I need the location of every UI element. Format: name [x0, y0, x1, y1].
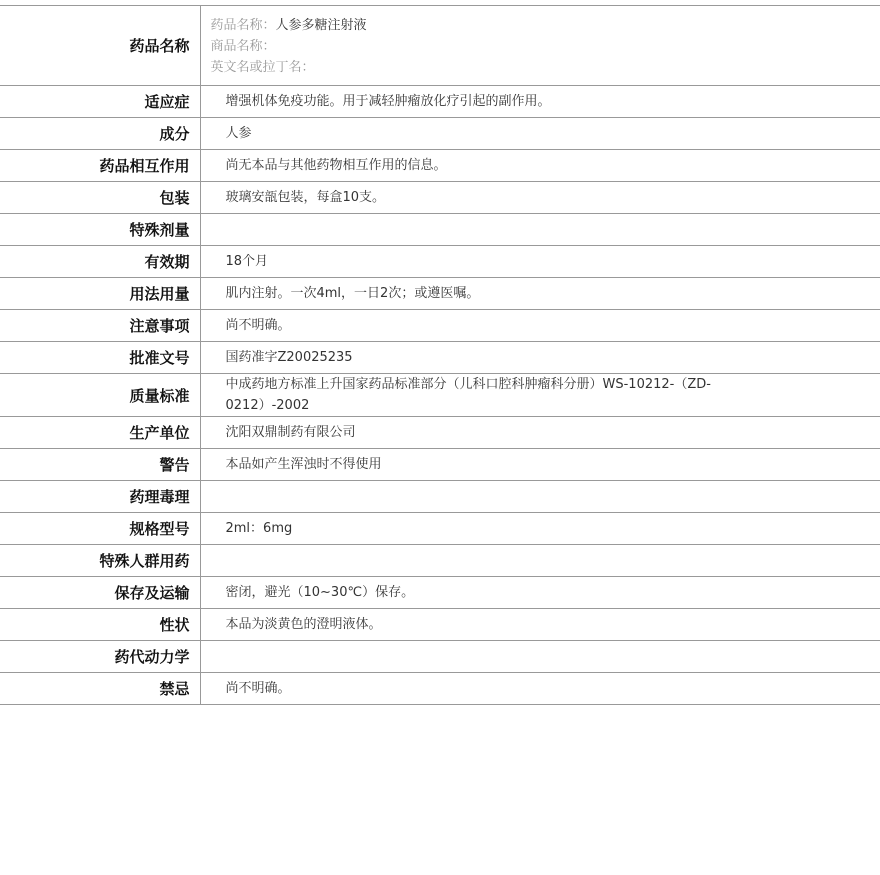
- row-value: [200, 449, 880, 481]
- row-label: 特殊人群用药: [0, 545, 200, 577]
- row-label: 性状: [0, 609, 200, 641]
- row-label: 用法用量: [0, 278, 200, 310]
- row-label: 成分: [0, 118, 200, 150]
- table-row: [0, 118, 880, 150]
- row-value: [200, 577, 880, 609]
- row-label: 药代动力学: [0, 641, 200, 673]
- row-value-text: 中成药地方标准上升国家药品标准部分（儿科口腔科肿瘤科分册）WS-10212-（ZD-0212）-2002: [225, 377, 711, 413]
- table-row: [0, 673, 880, 705]
- row-value-text: 2ml：6mg: [225, 521, 293, 536]
- row-value-text: 18个月: [225, 254, 269, 269]
- drug-name-key: 药品名称：: [210, 18, 276, 33]
- table-row: [0, 342, 880, 374]
- row-value: [200, 182, 880, 214]
- row-label: 警告: [0, 449, 200, 481]
- drug-name-value: 人参多糖注射液: [275, 18, 367, 33]
- drug-names-cell: [200, 6, 880, 86]
- table-row: [0, 150, 880, 182]
- table-row: [0, 182, 880, 214]
- table-row: [0, 609, 880, 641]
- table-row: [0, 481, 880, 513]
- row-value-text: 密闭，避光（10~30℃）保存。: [225, 585, 415, 600]
- table-row: [0, 86, 880, 118]
- row-label: 药理毒理: [0, 481, 200, 513]
- row-value: [200, 246, 880, 278]
- english-name-key: 英文名或拉丁名：: [210, 60, 315, 75]
- table-row: [0, 6, 880, 86]
- row-value-text: 本品如产生浑浊时不得使用: [225, 457, 382, 472]
- row-value: [200, 641, 880, 673]
- drug-info-table: [0, 5, 880, 705]
- row-value-text: 尚不明确。: [225, 318, 291, 333]
- table-row: [0, 374, 880, 417]
- row-value-text: 尚不明确。: [225, 681, 291, 696]
- table-row: [0, 577, 880, 609]
- row-value: [200, 118, 880, 150]
- row-value: [200, 609, 880, 641]
- row-value-text: 沈阳双鼎制药有限公司: [225, 425, 356, 440]
- row-value: [200, 342, 880, 374]
- row-label: 有效期: [0, 246, 200, 278]
- row-label: 规格型号: [0, 513, 200, 545]
- row-label: 注意事项: [0, 310, 200, 342]
- row-value: [200, 374, 880, 417]
- row-value-text: 增强机体免疫功能。用于减轻肿瘤放化疗引起的副作用。: [225, 94, 551, 109]
- row-label: 药品相互作用: [0, 150, 200, 182]
- table-row: [0, 214, 880, 246]
- table-row: [0, 641, 880, 673]
- row-label: 药品名称: [0, 6, 200, 86]
- row-label: 禁忌: [0, 673, 200, 705]
- row-value-text: 尚无本品与其他药物相互作用的信息。: [225, 158, 447, 173]
- table-row: [0, 417, 880, 449]
- row-value: [200, 545, 880, 577]
- row-value-text: 玻璃安瓿包装，每盒10支。: [225, 190, 386, 205]
- table-row: [0, 278, 880, 310]
- table-row: [0, 246, 880, 278]
- row-value-text: 本品为淡黄色的澄明液体。: [225, 617, 382, 632]
- table-row: [0, 310, 880, 342]
- row-value: [200, 481, 880, 513]
- row-value: [200, 150, 880, 182]
- row-label: 特殊剂量: [0, 214, 200, 246]
- row-value: [200, 310, 880, 342]
- row-value: [200, 86, 880, 118]
- row-value: [200, 214, 880, 246]
- row-value: [200, 417, 880, 449]
- row-value-text: 国药准字Z20025235: [225, 350, 353, 365]
- row-value: [200, 673, 880, 705]
- table-row: [0, 513, 880, 545]
- row-label: 适应症: [0, 86, 200, 118]
- table-row: [0, 449, 880, 481]
- row-value: [200, 513, 880, 545]
- row-value: [200, 278, 880, 310]
- trade-name-key: 商品名称：: [210, 39, 276, 54]
- row-label: 生产单位: [0, 417, 200, 449]
- row-label: 保存及运输: [0, 577, 200, 609]
- table-row: [0, 545, 880, 577]
- row-label: 批准文号: [0, 342, 200, 374]
- row-label: 质量标准: [0, 374, 200, 417]
- row-value-text: 人参: [225, 126, 252, 141]
- row-value-text: 肌内注射。一次4ml，一日2次；或遵医嘱。: [225, 286, 480, 301]
- row-label: 包装: [0, 182, 200, 214]
